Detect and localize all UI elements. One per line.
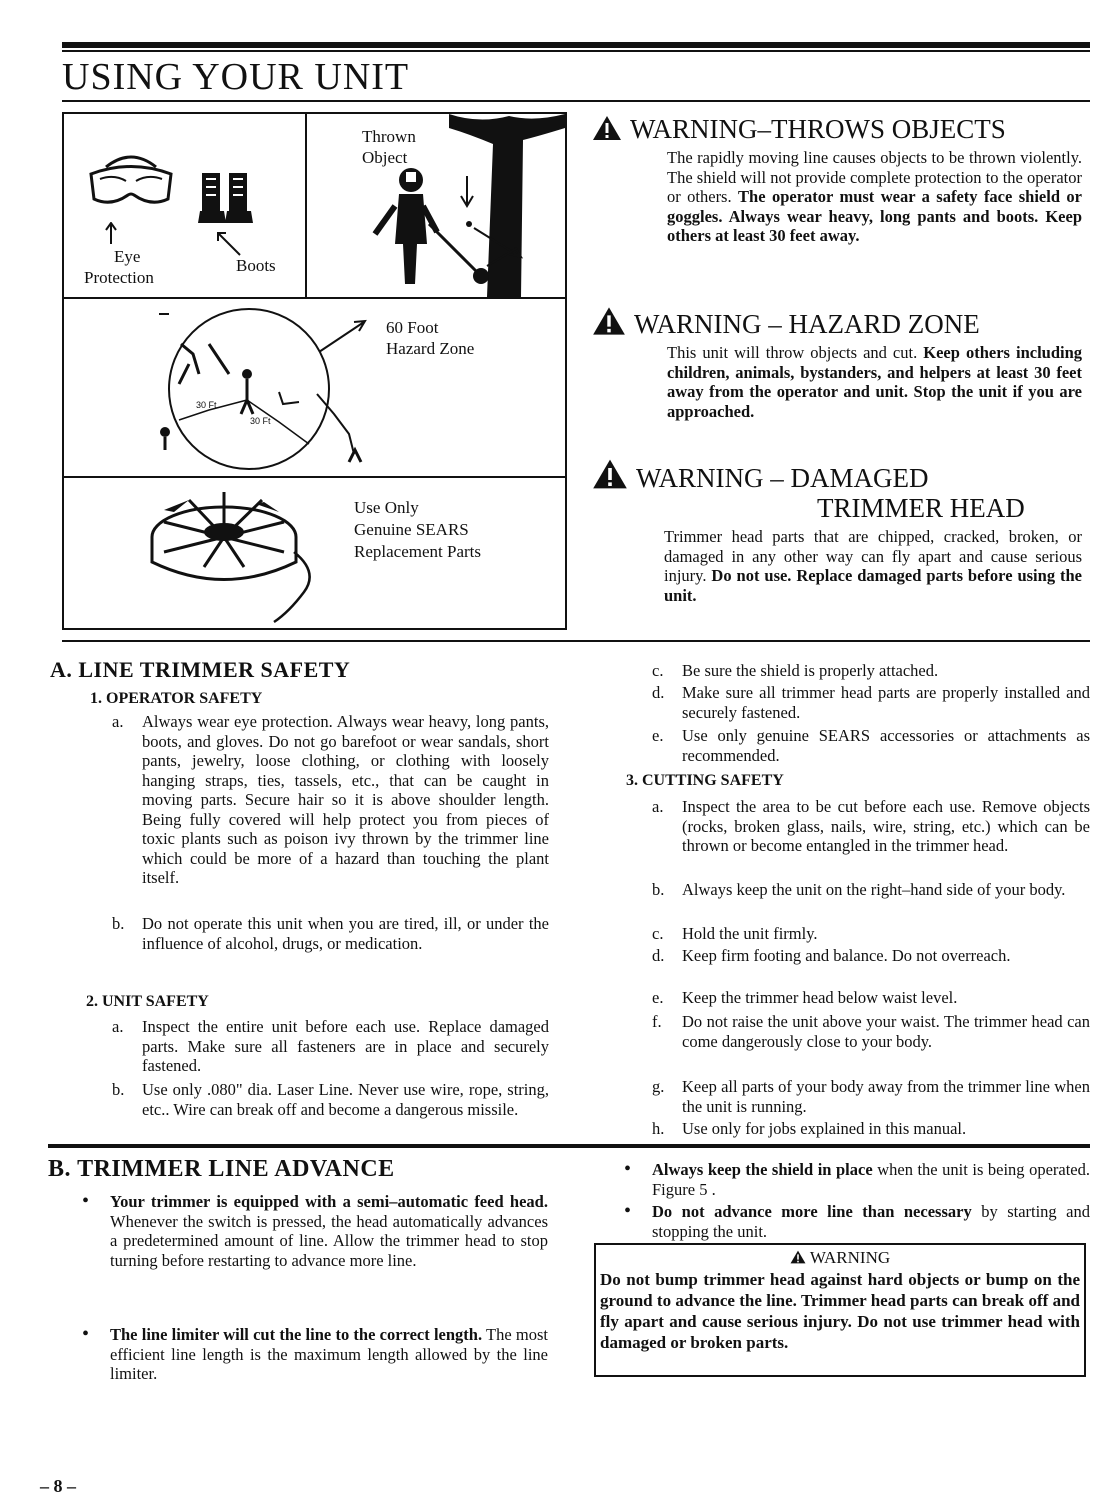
- warning-throws-heading: [592, 114, 1082, 144]
- bullet-text: Whenever the switch is pressed, the head automatically advances a predetermined amount of line. Allow the trimmer head to stop turning before restarting to advance more line.: [110, 1211, 548, 1270]
- thrown-object-illustration: [309, 114, 565, 297]
- item-text: Use only .080" dia. Laser Line. Never use wire, rope, string, etc.. Wire can break off and become a dangerous missile.: [142, 1080, 549, 1119]
- warning-damaged-heading: [592, 458, 1082, 493]
- section-divider-top: [62, 640, 1090, 642]
- item-label: g.: [652, 1077, 665, 1096]
- bullet-shield: [624, 1160, 1090, 1199]
- item-text: Hold the unit firmly.: [682, 924, 818, 943]
- unit-item-c: [652, 661, 1090, 681]
- warning-throws-title: WARNING–THROWS OBJECTS: [630, 114, 1006, 144]
- bullet-icon: •: [624, 1200, 632, 1222]
- item-text: Keep the trimmer head below waist level.: [682, 988, 958, 1007]
- bullet-icon: •: [624, 1158, 632, 1180]
- warning-damaged-bold: Do not use. Replace damaged parts before using the unit.: [664, 566, 1082, 605]
- item-text: Be sure the shield is properly attached.: [682, 661, 939, 680]
- bullet-body: [110, 1192, 548, 1270]
- bullet-body: [110, 1325, 548, 1384]
- parts-label-2: Genuine SEARS: [354, 520, 469, 539]
- item-text: Inspect the entire unit before each use. Replace damaged parts. Make sure all fasteners are in place and securely fastened.: [142, 1017, 549, 1075]
- bullet-feed-head: [82, 1192, 548, 1270]
- title-underline: [62, 100, 1090, 102]
- item-label: a.: [112, 1017, 124, 1036]
- section-divider-b: [48, 1144, 1090, 1148]
- bullet-body: [652, 1202, 1090, 1241]
- bullet-text: when the unit is being operated. Figure 5 .: [652, 1160, 1090, 1199]
- bullet-text: by starting and stopping the unit.: [652, 1202, 1090, 1241]
- trimmer-head-illustration: [144, 482, 319, 627]
- boots-label: Boots: [236, 256, 276, 275]
- warning-throws-body: [667, 148, 1082, 246]
- item-label: c.: [652, 924, 664, 943]
- unit-item-a: [112, 1017, 549, 1076]
- operator-item-a: [112, 712, 549, 888]
- thrown-label-2: Object: [362, 148, 408, 167]
- warning-hazard-body: [667, 343, 1082, 421]
- item-text: Always keep the unit on the right–hand side of your body.: [682, 880, 1066, 899]
- warning-throws-objects: [592, 114, 1082, 246]
- warning-throws-text: The rapidly moving line causes objects to be thrown violently. The shield will not provide complete protection to the operator or others.: [667, 148, 1082, 206]
- item-text: Do not raise the unit above your waist. The trimmer head can come dangerously close to your body.: [682, 1012, 1090, 1051]
- warning-damaged-head: [592, 458, 1082, 605]
- page-number: – 8 –: [40, 1476, 76, 1496]
- eye-label-2: Protection: [84, 268, 154, 287]
- safety-figure: [62, 112, 567, 630]
- unit-item-b: [112, 1080, 549, 1119]
- eye-arrow-icon: [104, 222, 118, 246]
- item-label: a.: [652, 797, 664, 816]
- cutting-item-d: [652, 946, 1090, 966]
- goggles-icon: [86, 149, 176, 214]
- bullet-bold: Do not advance more line than necessary: [652, 1202, 972, 1221]
- hazard-zone-label-1: 60 Foot: [386, 318, 439, 337]
- cutting-item-h: [652, 1119, 1090, 1139]
- warning-damaged-text: Trimmer head parts that are chipped, cracked, broken, or damaged in any other way can fly apart and cause serious injury.: [664, 527, 1082, 585]
- warning-damaged-title-2: TRIMMER HEAD: [817, 493, 1025, 523]
- label-30ft-b: 30 Ft: [250, 416, 271, 426]
- item-label: d.: [652, 946, 665, 965]
- section-a-heading: A. LINE TRIMMER SAFETY: [50, 657, 351, 682]
- item-label: e.: [652, 726, 664, 745]
- warning-hazard-title: WARNING – HAZARD ZONE: [634, 309, 980, 339]
- item-text: Always wear eye protection. Always wear heavy, long pants, boots, and gloves. Do not go barefoot or wear sandals, short pants, jewelry, loose clothing, or clothing with loosely hanging straps, ties, tassels, etc., that can be caught in moving parts. Secure hair so it is above shoulder length. Being fully covered will help protect you from pieces of toxic plants such as poison ivy thrown by the trimmer line which could be more of a hazard than touching the plant itself.: [142, 712, 549, 887]
- bullet-advance: [624, 1202, 1090, 1241]
- cutting-item-f: [652, 1012, 1090, 1051]
- thrown-label-1: Thrown: [362, 127, 416, 146]
- bullet-bold: Your trimmer is equipped with a semi–automatic feed head.: [110, 1192, 548, 1211]
- top-rule: [62, 42, 1090, 48]
- item-text: Use only for jobs explained in this manual.: [682, 1119, 967, 1138]
- warning-damaged-title-1: WARNING – DAMAGED: [636, 463, 929, 493]
- bullet-icon: •: [82, 1190, 90, 1212]
- item-label: c.: [652, 661, 664, 680]
- warning-damaged-body: [664, 527, 1082, 605]
- warning-triangle-icon: [592, 458, 628, 490]
- section-b-heading: B. TRIMMER LINE ADVANCE: [48, 1156, 395, 1182]
- cutting-item-g: [652, 1077, 1090, 1116]
- warning-hazard-zone: [592, 306, 1082, 421]
- page-title: USING YOUR UNIT: [62, 56, 410, 98]
- warning-hazard-bold: Keep others including children, animals, bystanders, and helpers at least 30 feet away from the operator and unit. Stop the unit if you are approached.: [667, 343, 1083, 421]
- bullet-bold: Always keep the shield in place: [652, 1160, 873, 1179]
- bullet-icon: •: [82, 1323, 90, 1345]
- bump-warning-heading: [596, 1247, 1084, 1269]
- warning-hazard-heading: [592, 306, 1082, 339]
- item-label: h.: [652, 1119, 665, 1138]
- item-text: Make sure all trimmer head parts are properly installed and securely fastened.: [682, 683, 1090, 722]
- eye-label-1: Eye: [114, 247, 141, 266]
- item-text: Keep firm footing and balance. Do not overreach.: [682, 946, 1011, 965]
- item-text: Keep all parts of your body away from the trimmer line when the unit is running.: [682, 1077, 1090, 1116]
- item-label: b.: [112, 914, 125, 933]
- item-text: Inspect the area to be cut before each use. Remove objects (rocks, broken glass, nails, wire, string, etc.) which can be thrown or become entangled in the trimmer head.: [682, 797, 1090, 855]
- cutting-item-e: [652, 988, 1090, 1008]
- bullet-line-limiter: [82, 1325, 548, 1384]
- figure-divider-v: [305, 114, 307, 299]
- item-label: d.: [652, 683, 665, 702]
- cutting-safety-heading: 3. CUTTING SAFETY: [626, 772, 784, 789]
- bullet-body: [652, 1160, 1090, 1199]
- item-text: Do not operate this unit when you are tired, ill, or under the influence of alcohol, drugs, or medication.: [142, 914, 549, 953]
- hazard-zone-label-2: Hazard Zone: [386, 339, 475, 358]
- item-label: f.: [652, 1012, 662, 1031]
- bump-warning-title: WARNING: [809, 1248, 891, 1267]
- parts-label-3: Replacement Parts: [354, 542, 481, 561]
- warning-triangle-icon: [592, 306, 626, 336]
- unit-item-d: [652, 683, 1090, 722]
- warning-triangle-icon: [592, 115, 622, 141]
- boots-icon: [196, 169, 256, 229]
- warning-throws-bold: The operator must wear a safety face shield or goggles. Always wear heavy, long pants and boots. Keep others at least 30 feet away.: [667, 187, 1082, 245]
- parts-label-1: Use Only: [354, 498, 419, 517]
- figure-divider-h1: [64, 297, 565, 299]
- bump-warning-box: [594, 1243, 1086, 1377]
- top-rule-thin: [62, 50, 1090, 52]
- item-text: Use only genuine SEARS accessories or attachments as recommended.: [682, 726, 1090, 765]
- item-label: b.: [652, 880, 665, 899]
- bullet-text: The most efficient line length is the maximum length allowed by the line limiter.: [110, 1325, 549, 1383]
- bullet-bold: The line limiter will cut the line to the correct length.: [110, 1325, 483, 1344]
- item-label: a.: [112, 712, 124, 731]
- unit-item-e: [652, 726, 1090, 765]
- warning-triangle-icon: [790, 1250, 806, 1264]
- cutting-item-c: [652, 924, 1090, 944]
- operator-item-b: [112, 914, 549, 953]
- cutting-item-b: [652, 880, 1090, 900]
- cutting-item-a: [652, 797, 1090, 856]
- warning-hazard-text: This unit will throw objects and cut.: [667, 343, 918, 362]
- operator-safety-heading: 1. OPERATOR SAFETY: [90, 690, 263, 707]
- item-label: e.: [652, 988, 664, 1007]
- bump-warning-text: Do not bump trimmer head against hard objects or bump on the ground to advance the line. Trimmer head parts can break off and fly apart and cause serious injury. Do not use trimmer head with damaged or broken parts.: [600, 1270, 1080, 1352]
- unit-safety-heading: 2. UNIT SAFETY: [86, 993, 209, 1010]
- label-30ft-a: 30 Ft: [196, 400, 217, 410]
- figure-divider-h2: [64, 476, 565, 478]
- item-label: b.: [112, 1080, 125, 1099]
